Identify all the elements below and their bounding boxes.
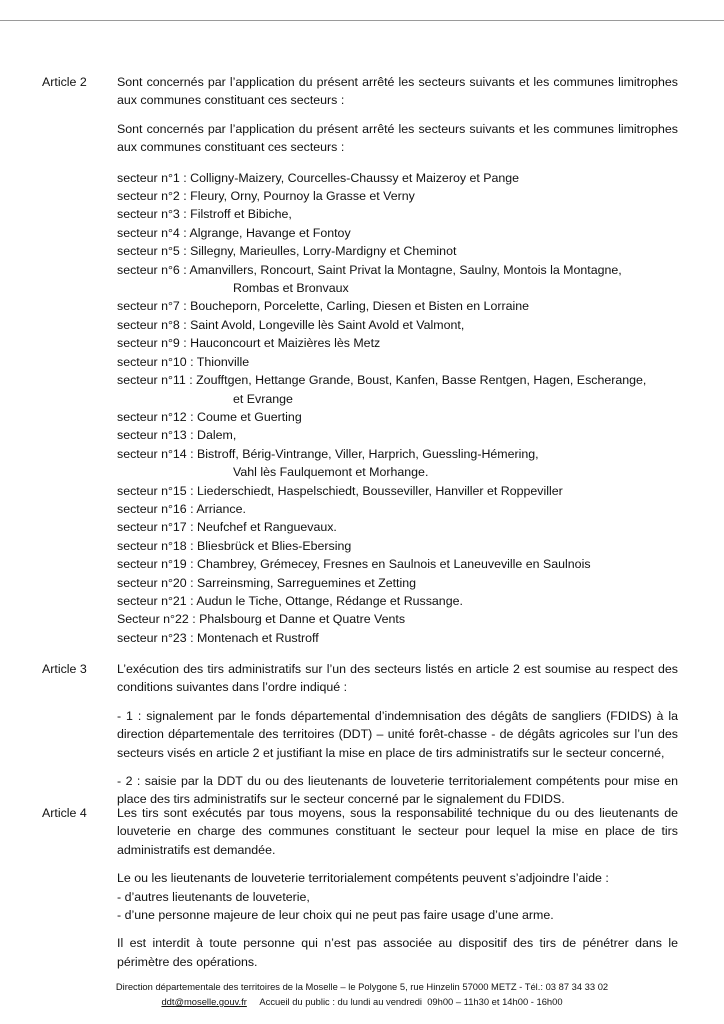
sector-line: secteur n°5 : Sillegny, Marieulles, Lorry-Mardigny et Cheminot <box>117 244 457 259</box>
sector-line: secteur n°7 : Boucheporn, Porcelette, Carling, Diesen et Bisten en Lorraine <box>117 299 530 314</box>
footer-email-link[interactable]: ddt@moselle.gouv.fr <box>161 996 247 1007</box>
sector-line-continuation: Vahl lès Faulquemont et Morhange. <box>233 465 429 480</box>
sector-line: secteur n°10 : Thionville <box>117 354 250 369</box>
article-3-label: Article 3 <box>42 662 87 676</box>
sector-line: secteur n°3 : Filstroff et Bibiche, <box>117 207 292 222</box>
sector-item <box>117 610 678 628</box>
sector-line: Secteur n°22 : Phalsbourg et Danne et Quatre Vents <box>117 612 406 627</box>
article-2-label: Article 2 <box>42 75 87 89</box>
footer-hours: Accueil du public : du lundi au vendredi 09h00 – 11h30 et 14h00 - 16h00 <box>246 996 563 1007</box>
page-footer <box>0 979 724 1009</box>
sector-item <box>117 353 678 371</box>
sector-item <box>117 500 678 518</box>
footer-address: Direction départementale des territoires de la Moselle – le Polygone 5, rue Hinzelin 57000 METZ - Tél.: 03 87 34 33 02 <box>115 981 609 992</box>
article-3-paragraph-1: L’exécution des tirs administratifs sur l’un des secteurs listés en article 2 est soumise au respect des conditions suivantes dans l’ordre indiqué : <box>117 662 678 695</box>
sector-line: secteur n°18 : Bliesbrück et Blies-Ebersing <box>117 538 352 553</box>
sector-item <box>117 555 678 573</box>
footer-contact-line <box>0 994 724 1009</box>
sector-item <box>117 518 678 536</box>
sector-item <box>117 371 678 408</box>
sector-item <box>117 482 678 500</box>
sector-item <box>117 316 678 334</box>
sector-item <box>117 592 678 610</box>
sector-line: secteur n°20 : Sarreinsming, Sarreguemines et Zetting <box>117 575 417 590</box>
sector-item <box>117 261 678 298</box>
sector-item <box>117 169 678 187</box>
article-2-intro-2: Sont concernés par l’application du présent arrêté les secteurs suivants et les communes limitrophes aux communes constituant ces secteurs : <box>117 121 678 155</box>
article-4-help-item-1: - d’autres lieutenants de louveterie, <box>117 889 310 904</box>
article-4-paragraph-1: Les tirs sont exécutés par tous moyens, sous la responsabilité technique du ou des lieutenants de louveterie en charge des communes constituant le secteur pour lequel la mise en place de tirs administratifs est demandée. <box>117 806 678 857</box>
sector-item <box>117 297 678 315</box>
sector-item <box>117 187 678 205</box>
sector-line: secteur n°17 : Neufchef et Ranguevaux. <box>117 520 337 535</box>
article-4-paragraph-3: Il est interdit à toute personne qui n’est pas associée au dispositif des tirs de pénétrer dans le périmètre des opérations. <box>117 936 678 969</box>
sector-line: secteur n°14 : Bistroff, Bérig-Vintrange, Viller, Harprich, Guessling-Hémering, <box>117 446 539 461</box>
sector-line: secteur n°1 : Colligny-Maizery, Courcelles-Chaussy et Maizeroy et Pange <box>117 170 520 185</box>
sector-item <box>117 445 678 482</box>
sector-line-continuation: Rombas et Bronvaux <box>233 281 349 296</box>
article-4 <box>42 804 678 971</box>
article-3-paragraph-2: - 1 : signalement par le fonds départemental d’indemnisation des dégâts de sangliers (FDIDS) à la direction départementale des territoires (DDT) – unité forêt-chasse - de dégâts agricoles sur l’un des secteurs visés en article 2 et justifiant la mise en place de tirs administratifs sur le secteur concerné, <box>117 708 678 760</box>
sector-line: secteur n°8 : Saint Avold, Longeville lès Saint Avold et Valmont, <box>117 317 465 332</box>
sector-line: secteur n°4 : Algrange, Havange et Fontoy <box>117 225 351 240</box>
sector-line-continuation: et Evrange <box>233 391 293 406</box>
sector-list <box>117 169 678 648</box>
sector-line: secteur n°11 : Zoufftgen, Hettange Grande, Boust, Kanfen, Basse Rentgen, Hagen, Escherange, <box>117 373 647 388</box>
article-3-paragraph-3: - 2 : saisie par la DDT du ou des lieutenants de louveterie territorialement compétents pour mise en place des tirs administratifs sur le secteur concerné par le signalement du FDIDS. <box>117 774 678 807</box>
sector-line: secteur n°6 : Amanvillers, Roncourt, Saint Privat la Montagne, Saulny, Montois la Montagne, <box>117 262 622 277</box>
sector-item <box>117 574 678 592</box>
sector-item <box>117 334 678 352</box>
sector-item <box>117 426 678 444</box>
sector-line: secteur n°21 : Audun le Tiche, Ottange, Rédange et Russange. <box>117 593 463 608</box>
sector-line: secteur n°16 : Arriance. <box>117 501 246 516</box>
article-4-paragraph-2 <box>117 869 678 924</box>
sector-line: secteur n°12 : Coume et Guerting <box>117 409 302 424</box>
article-4-label: Article 4 <box>42 806 87 820</box>
sector-item <box>117 205 678 223</box>
top-divider <box>0 20 724 21</box>
article-2 <box>42 73 678 647</box>
sector-line: secteur n°19 : Chambrey, Grémecey, Fresnes en Saulnois et Laneuveville en Saulnois <box>117 557 591 572</box>
sector-item <box>117 242 678 260</box>
article-4-help-intro: Le ou les lieutenants de louveterie territorialement compétents peuvent s’adjoindre l’aide : <box>117 871 609 886</box>
sector-item <box>117 629 678 647</box>
sector-item <box>117 537 678 555</box>
sector-line: secteur n°2 : Fleury, Orny, Pournoy la Grasse et Verny <box>117 189 415 204</box>
sector-line: secteur n°9 : Hauconcourt et Maizières lès Metz <box>117 336 381 351</box>
article-4-help-item-2: - d’une personne majeure de leur choix qui ne peut pas faire usage d’une arme. <box>117 908 554 923</box>
sector-line: secteur n°15 : Liederschiedt, Haspelschiedt, Bousseviller, Hanviller et Roppeviller <box>117 483 563 498</box>
article-3 <box>42 660 678 809</box>
sector-line: secteur n°23 : Montenach et Rustroff <box>117 630 319 645</box>
sector-item <box>117 224 678 242</box>
sector-item <box>117 408 678 426</box>
sector-line: secteur n°13 : Dalem, <box>117 428 237 443</box>
article-2-intro-1: Sont concernés par l’application du présent arrêté les secteurs suivants et les communes limitrophes aux communes constituant ces secteurs : <box>117 75 678 108</box>
